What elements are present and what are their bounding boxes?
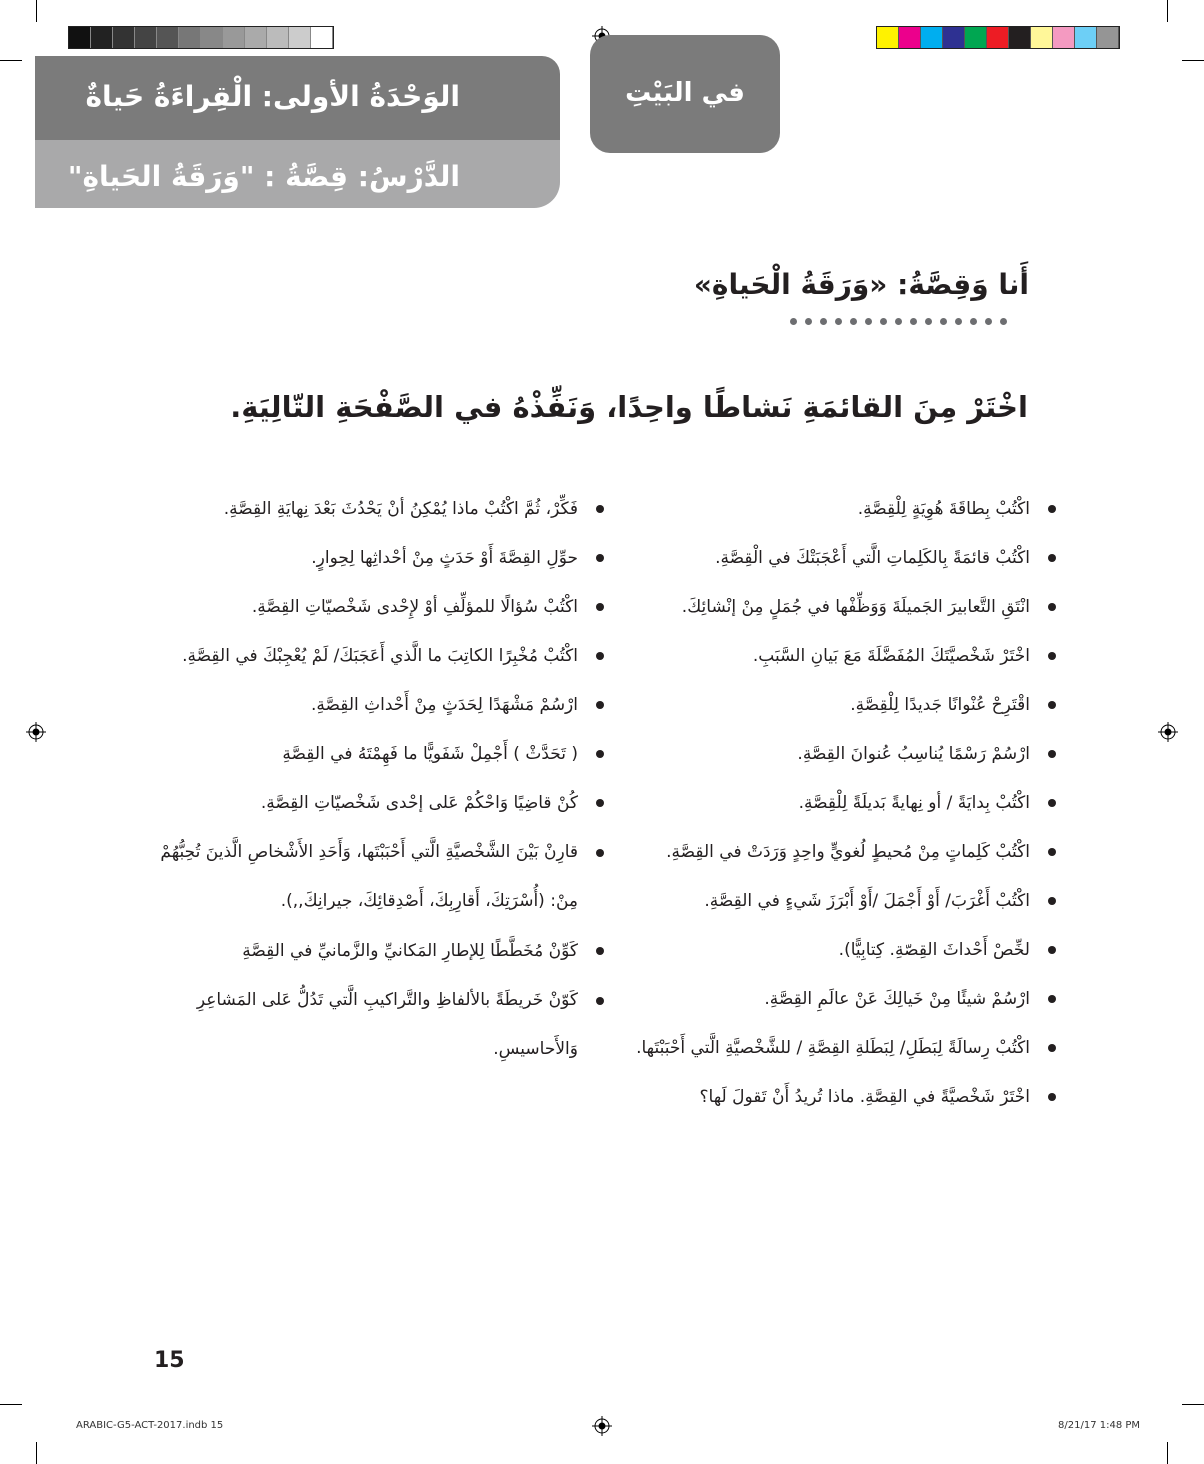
list-item-text: اخْتَرْ شَخْصيَّتَكَ المُفَضَّلَةَ مَعَ بَيانِ السَّبَبِ. [752, 646, 1030, 666]
list-item [586, 742, 1056, 766]
bullet-icon [1048, 1044, 1056, 1052]
list-item [586, 840, 1056, 864]
dotted-divider [790, 318, 1007, 325]
page-number: 15 [154, 1348, 185, 1373]
list-item-text: لخِّصْ أَحْداثَ القِصّةِ. كِتابِيًّا). [838, 940, 1030, 960]
list-item-text: اقْتَرِحْ عُنْوانًا جَديدًا لِلْقِصَّةِ. [850, 695, 1030, 715]
list-item [586, 1036, 1056, 1060]
list-item-text: اكْتُبْ رِسالَةً لِبَطَلِ/ لِبَطَلةِ القِصَّةِ / للشَّخْصيَّةِ الَّتي أَحْبَبْتَها. [636, 1038, 1030, 1058]
lesson-title: الدَّرْسُ: قِصَّةُ : "وَرَقَةُ الحَياةِ" [67, 160, 460, 193]
bullet-icon [596, 603, 604, 611]
list-item [586, 938, 1056, 962]
list-item [586, 644, 1056, 668]
bullet-icon [1048, 1093, 1056, 1101]
bullet-icon [596, 947, 604, 955]
crop-mark [36, 0, 37, 22]
bullet-icon [1048, 750, 1056, 758]
list-item-text: اكْتُبْ كَلِماتٍ مِنْ مُحيطٍ لُغويٍّ واحِدٍ وَرَدَتْ في القِصَّةِ. [666, 842, 1030, 862]
list-item [586, 889, 1056, 913]
bullet-icon [1048, 799, 1056, 807]
bullet-icon [1048, 652, 1056, 660]
list-item-text: اكْتُبْ بِطاقَةَ هُوِيَةٍ لِلْقِصَّةِ. [857, 499, 1030, 519]
list-item [586, 497, 1056, 521]
slug-date: 8/21/17 1:48 PM [1058, 1420, 1141, 1431]
list-item [134, 693, 604, 717]
crop-mark [0, 1404, 22, 1405]
bullet-icon [596, 997, 604, 1005]
list-item-text: ارْسُمْ شيئًا مِنْ خَيالِكَ عَنْ عالَمِ القِصَّةِ. [764, 989, 1030, 1009]
list-item-text: اكْتُبْ قائمَةً بِالكَلِماتِ الَّتي أَعْجَبَتْكَ في الْقِصَّةِ. [715, 548, 1030, 568]
bullet-icon [596, 701, 604, 709]
list-item-text: قارِنْ بَيْنَ الشَّخْصيَّةِ الَّتي أَحْبَبْتَها، وَأَحَدِ الأَشْخاصِ الَّذينَ تُحِبُّهُمْ مِنْ: (أُسْرَتِكَ، أَقارِبِكَ، أَصْدِقائِكَ، جيرانِكَ,,). [160, 842, 578, 911]
color-print-bar [876, 26, 1120, 49]
registration-mark-icon [1158, 722, 1178, 742]
list-item [586, 1085, 1056, 1109]
slug-file: ARABIC-G5-ACT-2017.indb 15 [76, 1420, 224, 1431]
bullet-icon [1048, 897, 1056, 905]
list-item [134, 939, 604, 963]
list-item-text: اخْتَرْ شَخْصيَّةً في القِصَّةِ. ماذا تُريدُ أَنْ تَقولَ لَها؟ [699, 1087, 1030, 1107]
list-item-text: اكْتُبْ بِدايَةً / أو نِهايةً بَديلَةً لِلْقِصَّةِ. [798, 793, 1030, 813]
list-item-text: اكْتُبْ مُخْبِرًا الكاتِبَ ما الَّذي أَعَجَبَكَ/ لَمْ يُعْجِبْكَ في القِصَّةِ. [182, 646, 578, 666]
list-item-text: ارْسُمْ رَسْمًا يُناسِبُ عُنوانَ القِصَّةِ. [797, 744, 1030, 764]
list-item-text: كُنْ قاضِيًا وَاحْكُمْ عَلى إحْدى شَخْصيّاتِ القِصَّةِ. [260, 793, 578, 813]
crop-mark [1182, 1404, 1204, 1405]
bullet-icon [1048, 848, 1056, 856]
list-item-text: فَكِّرْ، ثُمَّ اكْتُبْ ماذا يُمْكِنُ أنْ يَحْدُثَ بَعْدَ نِهايَةِ القِصَّةِ. [223, 499, 578, 519]
unit-title: الوَحْدَةُ الأولى: الْقِراءَةُ حَياةٌ [85, 80, 460, 113]
list-item [134, 595, 604, 619]
bullet-icon [596, 750, 604, 758]
bullet-icon [596, 799, 604, 807]
list-item-text: كَوّنْ خَريطَةً بالألفاظِ والتَّراكيبِ الَّتي تَدُلُّ عَلى المَشاعِرِ وَالأَحاسيسِ. [196, 990, 578, 1059]
crop-mark [1167, 1442, 1168, 1464]
activity-list-right [586, 497, 1056, 1134]
list-item [134, 742, 604, 766]
list-item [134, 644, 604, 668]
list-item [586, 546, 1056, 570]
registration-mark-icon [26, 722, 46, 742]
activity-list-left [134, 497, 604, 1074]
list-item-text: انْتَقِ التَّعابيرَ الجَميلَةَ وَوَظِّفْها في جُمَلٍ مِنْ إنْشائِكَ. [681, 597, 1030, 617]
list-item [586, 693, 1056, 717]
list-item-text: كَوِّنْ مُخَطَّطًا لِلإطارِ المَكانيِّ والزَّمانيِّ في القِصَّةِ [242, 941, 578, 961]
list-item [134, 497, 604, 521]
list-item [134, 828, 604, 926]
crop-mark [36, 1442, 37, 1464]
bullet-icon [596, 505, 604, 513]
bullet-icon [1048, 603, 1056, 611]
crop-mark [1182, 60, 1204, 61]
list-item [586, 791, 1056, 815]
activity-instruction: اخْتَرْ مِنَ القائمَةِ نَشاطًا واحِدًا، وَنَفِّذْهُ في الصَّفْحَةِ التّالِيَةِ. [230, 390, 1028, 424]
list-item [134, 976, 604, 1074]
registration-mark-icon [592, 1416, 612, 1436]
bullet-icon [596, 554, 604, 562]
home-tab-label: في البَيْتِ [625, 78, 745, 108]
bullet-icon [596, 849, 604, 857]
crop-mark [0, 60, 22, 61]
bullet-icon [1048, 701, 1056, 709]
crop-mark [1167, 0, 1168, 22]
list-item-text: اكْتُبْ سُؤالًا للمؤلِّفِ أوْ لإِحْدى شَخْصيّاتِ القِصَّةِ. [251, 597, 578, 617]
list-item [586, 987, 1056, 1011]
list-item-text: ( تَحَدَّثْ ) أَجْمِلْ شَفَويًّا ما فَهِمْتَهُ في القِصَّةِ [282, 744, 578, 764]
list-item [134, 546, 604, 570]
bullet-icon [1048, 946, 1056, 954]
bullet-icon [1048, 554, 1056, 562]
activity-title: أَنا وَقِصَّةُ: «وَرَقَةُ الْحَياةِ» [693, 268, 1029, 301]
bullet-icon [1048, 505, 1056, 513]
list-item-text: حوِّلِ القِصَّةَ أَوْ حَدَثٍ مِنْ أحْداثِها لِحِوارٍ. [311, 548, 578, 568]
list-item-text: ارْسُمْ مَشْهَدًا لِحَدَثٍ مِنْ أَحْداثِ القِصَّةِ. [310, 695, 578, 715]
bullet-icon [1048, 995, 1056, 1003]
list-item [586, 595, 1056, 619]
list-item-text: اكْتُبْ أَغْرَبَ/ أَوْ أَجْمَلَ /أَوْ أَبْرَزَ شَيءٍ في القِصَّةِ. [704, 891, 1030, 911]
grayscale-print-bar [68, 26, 334, 49]
list-item [134, 791, 604, 815]
bullet-icon [596, 652, 604, 660]
